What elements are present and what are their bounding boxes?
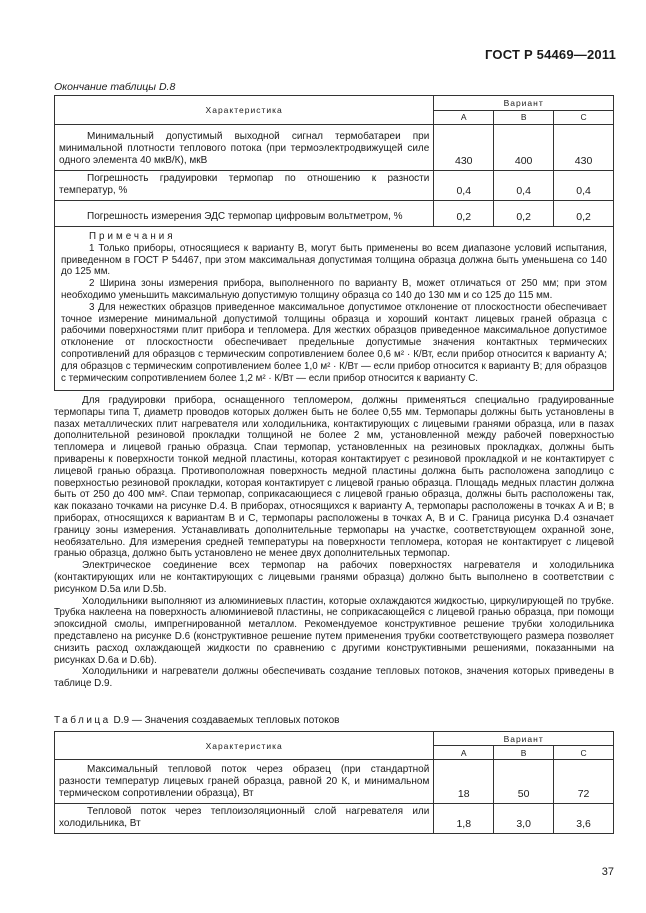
table-word: Таблица [54, 715, 111, 726]
notes-row [55, 227, 614, 391]
cell-value-a: 430 [434, 125, 494, 171]
cell-value-a: 0,2 [434, 201, 494, 227]
variant-a-header: A [434, 110, 494, 125]
paragraph: Холодильники выполняют из алюминиевых пластин, которые охлаждаются жидкостью, циркулирующей по трубке. Трубка наклеена на поверхность алюминиевой пластины, не соприкасающейся с лицевой гранью образца, при помощи эпоксидной смолы, импрегнированной металлом. Рекомендуемое конструктивное решение трубки холодильника представлено на рисунке D.6 (конструктивное решение путем применения трубки соответствующего размера позволяет снизить расход охлаждающей жидкости по сравнению с другими конструктивными решениями, показанными на рисунках D.6a и D.6b). [54, 595, 614, 666]
table-row [55, 125, 614, 171]
table-d8 [54, 95, 614, 391]
column-header-characteristic: Характеристика [55, 96, 434, 125]
table-d9 [54, 731, 614, 834]
cell-value-c: 0,4 [554, 171, 614, 201]
cell-value-b: 0,4 [494, 171, 554, 201]
cell-value-c: 0,2 [554, 201, 614, 227]
page-number: 37 [601, 866, 614, 878]
cell-value-c: 3,6 [554, 804, 614, 834]
row-label: Минимальный допустимый выходной сигнал термобатареи при минимальной плотности теплового потока (при термоэлектродвижущей силе одного элемента 40 мкВ/К), мкВ [55, 125, 434, 171]
row-label: Максимальный тепловой поток через образец (при стандартной разности температур лицевых граней образца, равной 20 К, и минимальном термическом сопротивлении образца), Вт [55, 760, 434, 804]
cell-value-b: 0,2 [494, 201, 554, 227]
column-header-characteristic: Характеристика [55, 732, 434, 760]
row-label: Тепловой поток через теплоизоляционный слой нагревателя или холодильника, Вт [55, 804, 434, 834]
cell-value-c: 72 [554, 760, 614, 804]
cell-value-a: 0,4 [434, 171, 494, 201]
cell-value-a: 18 [434, 760, 494, 804]
table-row [55, 201, 614, 227]
table-d8-caption: Окончание таблицы D.8 [54, 81, 176, 93]
table-title: D.9 — Значения создаваемых тепловых потоков [110, 715, 340, 726]
table-row [55, 804, 614, 834]
variant-c-header: C [554, 110, 614, 125]
notes-title: Примечания [89, 231, 176, 242]
variant-b-header: B [494, 110, 554, 125]
cell-value-a: 1,8 [434, 804, 494, 834]
note-item: 3 Для нежестких образцов приведенное максимальное допустимое отклонение от плоскостности обеспечивает точное измерение минимальной допустимой толщины образца и хороший контакт лицевых граней образца с рабочими поверхностями плит прибора и тепломера. Для жестких образцов приведенное максимальное допустимое отклонение от плоскостности обеспечивает предельные допустимые значения контактных термических сопротивлений для образцов с термическим сопротивлением более 0,6 м² · К/Вт, если прибор относится к варианту А; для образцов с термическим сопротивлением более 1,0 м² · К/Вт — если прибор относится к варианту В; для образцов с термическим сопротивлением более 1,2 м² · К/Вт — если прибор относится к варианту С. [61, 301, 607, 384]
row-label: Погрешность измерения ЭДС термопар цифровым вольтметром, % [55, 201, 434, 227]
table-row [55, 760, 614, 804]
column-header-variant: Вариант [434, 732, 614, 746]
cell-value-b: 50 [494, 760, 554, 804]
document-code: ГОСТ Р 54469—2011 [485, 47, 616, 62]
cell-value-c: 430 [554, 125, 614, 171]
row-label: Погрешность градуировки термопар по отношению к разности температур, % [55, 171, 434, 201]
body-text [54, 395, 614, 690]
note-item: 1 Только приборы, относящиеся к варианту В, могут быть применены во всем диапазоне условий испытания, приведенном в ГОСТ Р 54467, при этом максимальная допустимая толщина образца должна быть уменьшена со 140 до 125 мм. [61, 242, 607, 278]
paragraph: Холодильники и нагреватели должны обеспечивать создание тепловых потоков, значения которых приведены в таблице D.9. [54, 666, 614, 690]
note-item: 2 Ширина зоны измерения прибора, выполненного по варианту В, может отличаться от 250 мм; при этом необходимо уменьшить максимальную допустимую толщину образца со 140 до 130 мм и со 125 до 115 мм. [61, 278, 607, 301]
variant-b-header: B [494, 746, 554, 760]
table-d9-caption [54, 715, 339, 726]
variant-a-header: A [434, 746, 494, 760]
paragraph: Для градуировки прибора, оснащенного тепломером, должны применяться специально градуированные термопары типа Т, диаметр проводов которых должен быть не более 0,55 мм. Термопары должны быть установлены в пазах металлических плит нагревателя или холодильника, контактирующих с лицевыми гранями образца, или в пазах дополнительной резиновой прокладки толщиной не более 2 мм, установленной между рабочей поверхностью тепломера и лицевой гранью образца. Спаи термопар, установленных на резиновых прокладках, должны быть приварены к поверхности тонкой медной пластины, которая контактирует с резиновой прокладкой и не контактирует с лицевой гранью образца. Противоположная поверхность медной пластины должна быть расположена заподлицо с поверхностью резиновой прокладки, которая контактирует с лицевой гранью образца. Площадь медных пластин должна быть от 250 до 400 мм². Спаи термопар, соприкасающиеся с лицевой гранью образца, должны быть расположены так, как показано точками на рисунке D.4. В приборах, относящихся к варианту А, термопары расположены в точках А и В; в приборах, относящихся к вариантам В и С, термопары расположены в точках А, В и С. Граница рисунка D.4 означает границу зоны измерения. Устанавливать дополнительные термопары на участке, соответствующем охранной зоне, необязательно. Для измерения средней температуры на поверхности тепломера, которая не контактирует с лицевой гранью образца, должно быть установлено не менее двух дополнительных термопар. [54, 395, 614, 560]
cell-value-b: 3,0 [494, 804, 554, 834]
table-row [55, 171, 614, 201]
variant-c-header: C [554, 746, 614, 760]
notes-block [55, 227, 614, 391]
paragraph: Электрическое соединение всех термопар на рабочих поверхностях нагревателя и холодильника (контактирующих или не контактирующих с лицевыми гранями образца) должно быть выполнено в соответствии с рисунком D.5a или D.5b. [54, 560, 614, 595]
column-header-variant: Вариант [434, 96, 614, 111]
cell-value-b: 400 [494, 125, 554, 171]
